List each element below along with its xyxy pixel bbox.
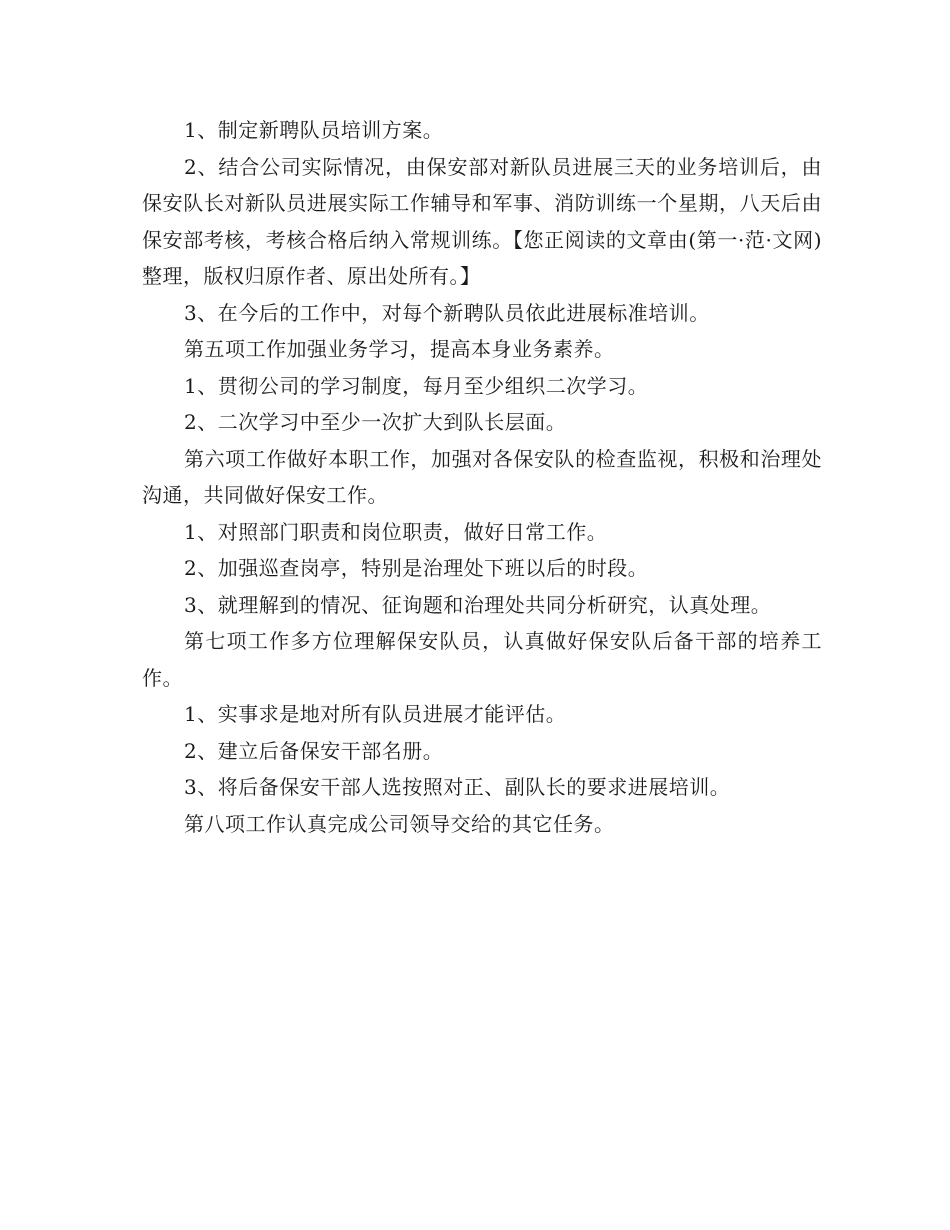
paragraph-3: 3、在今后的工作中，对每个新聘队员依此进展标准培训。 <box>184 300 710 325</box>
paragraph-1: 1、制定新聘队员培训方案。 <box>184 118 444 142</box>
paragraph-5: 1、贯彻公司的学习制度，每月至少组织二次学习。 <box>184 373 649 398</box>
paragraph-15: 第八项工作认真完成公司领导交给的其它任务。 <box>184 811 615 836</box>
paragraph-4: 第五项工作加强业务学习，提高本身业务素养。 <box>184 337 615 361</box>
paragraph-8: 1、对照部门职责和岗位职责，做好日常工作。 <box>184 519 608 544</box>
paragraph-14: 3、将后备保安干部人选按照对正、副队长的要求进展培训。 <box>184 775 731 799</box>
paragraph-12: 1、实事求是地对所有队员进展才能评估。 <box>184 702 567 726</box>
document-body <box>142 112 822 842</box>
paragraph-11: 第七项工作多方位理解保安队员，认真做好保安队后备干部的培养工作。 <box>142 629 822 690</box>
paragraph-2: 2、结合公司实际情况，由保安部对新队员进展三天的业务培训后，由保安队长对新队员进展实际工作辅导和军事、消防训练一个星期，八天后由保安部考核，考核合格后纳入常规训练。【您正阅读的文章由(第一·范·文网)整理，版权归原作者、原出处所有。】 <box>142 154 822 288</box>
paragraph-6: 2、二次学习中至少一次扩大到队长层面。 <box>184 410 567 434</box>
paragraph-9: 2、加强巡查岗亭，特别是治理处下班以后的时段。 <box>184 556 649 580</box>
paragraph-13: 2、建立后备保安干部名册。 <box>184 738 444 763</box>
paragraph-7: 第六项工作做好本职工作，加强对各保安队的检查监视，积极和治理处沟通，共同做好保安工作。 <box>142 446 822 507</box>
paragraph-10: 3、就理解到的情况、征询题和治理处共同分析研究，认真处理。 <box>184 592 772 617</box>
